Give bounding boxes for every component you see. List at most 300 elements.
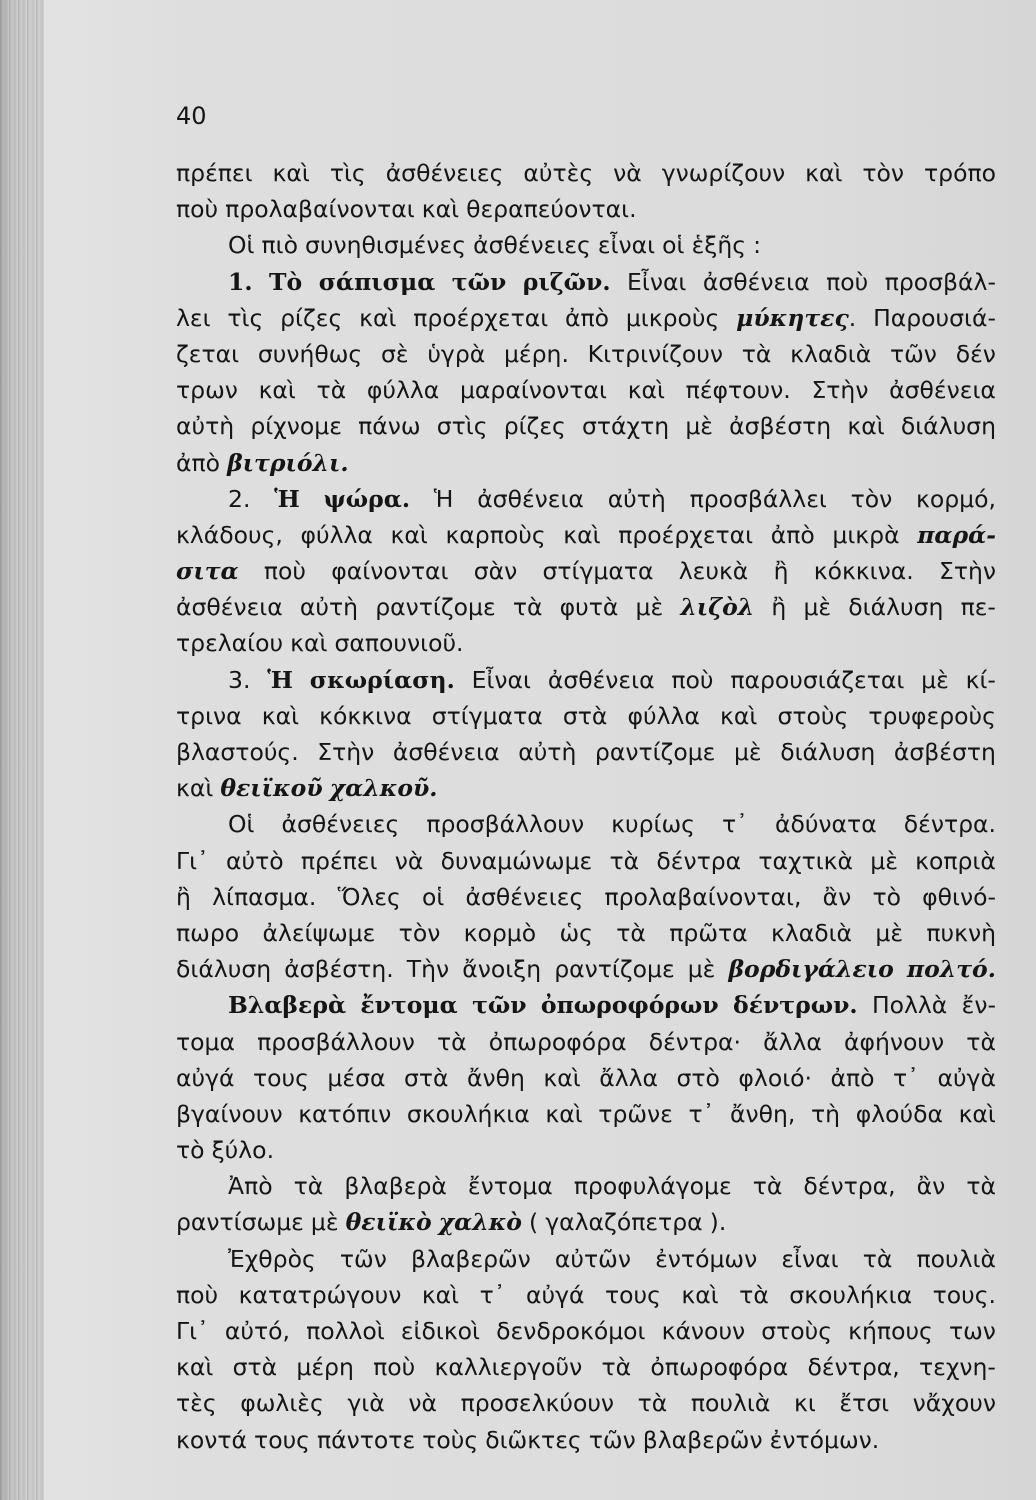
word: διάλυση — [848, 593, 944, 622]
word: τρινα — [176, 701, 242, 730]
word: ρίζες — [503, 412, 566, 441]
word: τὰ — [609, 846, 640, 875]
text-line — [176, 517, 996, 553]
word: ραντίσωμε — [176, 1208, 304, 1237]
word: τῶν — [451, 267, 507, 296]
word: 1. — [228, 267, 253, 296]
word: ὑγρὰ — [427, 339, 486, 368]
word: ποὺ — [826, 267, 869, 296]
word: τ᾿ — [688, 1099, 715, 1128]
text-line — [176, 1313, 996, 1349]
word: αὐτῶν — [554, 1244, 631, 1273]
word: Στὴν — [317, 738, 375, 766]
word: κάνουν — [661, 1317, 746, 1345]
word: τὸ — [872, 882, 901, 911]
word: βορδιγάλειο — [728, 955, 894, 984]
word: τὰ — [862, 1244, 893, 1273]
word: πωρο — [176, 918, 240, 947]
word: γιὰ — [347, 1389, 385, 1418]
word: αὐγὰ — [937, 1063, 996, 1092]
word: δέν — [955, 339, 996, 368]
word: κοντά — [176, 1425, 247, 1454]
word: συνήθως — [257, 339, 363, 368]
word: κόκκινα — [319, 701, 412, 730]
word: Ὅλες — [337, 882, 401, 911]
word: τρελαίου — [176, 629, 284, 658]
word: Ἐχθρὸς — [228, 1244, 316, 1273]
word: ἀσθένεια — [547, 665, 655, 694]
word: πουλιὰ — [916, 1244, 996, 1273]
word: ἢ — [176, 882, 191, 911]
text-line — [176, 1132, 996, 1168]
word: δέντρων. — [733, 991, 858, 1020]
word: Ἡ — [267, 665, 293, 694]
text-line — [176, 987, 996, 1023]
word: φλούδα — [855, 1099, 943, 1128]
word: τ᾿ — [479, 1280, 506, 1309]
word: μικρὰ — [832, 520, 900, 549]
word: μέσα — [327, 1063, 386, 1092]
word: καὶ — [258, 376, 296, 405]
word: τὰ — [316, 376, 347, 405]
word: ( — [529, 1208, 539, 1237]
word: δέντρα. — [903, 810, 996, 839]
word: καὶ — [543, 1063, 581, 1092]
word: τρων — [176, 376, 238, 405]
word: τὶς — [329, 159, 366, 187]
word: τους — [604, 1280, 661, 1309]
word: ὡς — [559, 918, 593, 947]
word: καὶ — [681, 1280, 719, 1309]
word: Οἱ — [228, 810, 255, 839]
word: τοὺς — [422, 1425, 479, 1454]
word: ἀλείψωμε — [262, 918, 376, 947]
word: δέντρα, — [807, 1353, 900, 1382]
word: προσβάλ- — [884, 267, 996, 296]
word: τὲς — [176, 1389, 217, 1418]
word: Στὴν — [811, 376, 869, 405]
word: ἀσβέστη. — [284, 955, 394, 984]
text-line — [176, 1204, 996, 1240]
word: ἄνθη, — [730, 1099, 796, 1128]
word: καὶ — [176, 774, 214, 803]
word: καὶ — [805, 159, 843, 187]
word: καὶ — [290, 629, 328, 658]
text-line — [176, 662, 996, 698]
word: στοὺς — [777, 701, 849, 730]
word: ποὺ — [176, 195, 219, 224]
word: δέντρα· — [648, 1027, 741, 1056]
word: τομα — [176, 1027, 235, 1056]
word: αὐτό, — [224, 1317, 290, 1345]
word: συνηθισμένες — [305, 231, 467, 260]
word: τὰ — [752, 1172, 783, 1201]
word: σαπουνιοῦ. — [334, 629, 464, 658]
word: Ἀπὸ — [228, 1172, 273, 1201]
word: ἑξῆς — [691, 231, 747, 260]
text-line — [176, 1168, 996, 1204]
word: πρέπει — [176, 159, 253, 187]
word: πε- — [960, 593, 996, 622]
word: καὶ — [627, 376, 665, 405]
word: φωλιὲς — [240, 1389, 324, 1418]
word: θειϊκοῦ — [220, 774, 323, 803]
word: ξύλο. — [211, 1136, 275, 1165]
word: ἢ — [771, 593, 787, 622]
word: διάλυση — [900, 412, 996, 441]
word: δέντρα, — [803, 1172, 896, 1201]
word: ἀσθένεια — [392, 738, 500, 766]
word: νὰ — [613, 159, 642, 187]
word: προσελκύουν — [460, 1389, 615, 1418]
word: ρίζες — [280, 303, 343, 332]
word: κοπριὰ — [915, 846, 996, 875]
word: θεραπεύονται. — [466, 195, 637, 224]
word: ἀσβέστη — [893, 738, 996, 766]
word: στὰ — [403, 1063, 449, 1092]
word: ἀσθένεια — [477, 484, 584, 513]
word: φύλλα — [300, 520, 373, 549]
word: κλάδους, — [176, 520, 283, 549]
word: στὰ — [562, 701, 608, 730]
word: μικροὺς — [625, 303, 720, 332]
page-number: 40 — [176, 102, 207, 130]
word: τῶν — [588, 1425, 636, 1454]
text-line — [176, 408, 996, 444]
text-line — [176, 481, 996, 517]
word: ἀφήνουν — [844, 1027, 945, 1056]
word: στοὺς — [761, 1317, 833, 1345]
word: ποὺ — [671, 665, 714, 694]
word: νἄχουν — [912, 1389, 996, 1418]
word: Ἡ — [433, 484, 454, 513]
word: τρυφεροὺς — [868, 701, 996, 730]
word: τὰ — [437, 1027, 467, 1056]
word: αὐτὴ — [607, 484, 666, 513]
word: χαλκοῦ. — [329, 774, 438, 803]
word: διῶκτες — [485, 1425, 582, 1454]
word: ἂν — [916, 1172, 946, 1201]
word: ἄλλα — [763, 1027, 822, 1056]
word: προέρχεται — [618, 520, 754, 549]
word: καὶ — [563, 520, 601, 549]
text-line — [176, 1277, 996, 1313]
word: ἄνοιξη — [462, 955, 542, 984]
word: βλαστούς. — [176, 738, 299, 766]
word: τὰ — [966, 1172, 996, 1201]
word: σκουλήκια — [406, 1099, 530, 1128]
word: πουλιὰ — [690, 1389, 771, 1418]
word: Εἶναι — [471, 665, 531, 694]
word: πρέπει — [300, 846, 378, 875]
word: καὶ — [421, 195, 460, 224]
word: μὲ — [685, 412, 713, 441]
word: πρῶτα — [669, 918, 748, 947]
word: αὐγά — [176, 1063, 235, 1092]
word: τεχνη- — [918, 1353, 996, 1382]
word: μὲ — [733, 738, 762, 766]
word: ὀπωροφόρα — [488, 1027, 627, 1056]
text-line — [176, 372, 996, 408]
word: αὐτὲς — [523, 159, 594, 187]
word: κορμὸ — [463, 918, 537, 947]
word: αὐτὴ — [299, 593, 359, 622]
word: ἀσθένειες — [465, 882, 584, 911]
word: κορμό, — [916, 484, 996, 513]
word: μέρη. — [503, 339, 569, 368]
text-line — [176, 1024, 996, 1060]
word: στὰ — [232, 1353, 278, 1382]
word: ἄλλα — [599, 1063, 658, 1092]
word: δενδροκόμοι — [496, 1317, 646, 1345]
word: τὸν — [862, 159, 905, 187]
word: ποὺ — [176, 1280, 219, 1309]
word: τῶν — [889, 339, 937, 368]
text-line — [176, 843, 996, 879]
word: μύκητες. — [736, 303, 857, 332]
text-line — [176, 227, 996, 263]
word: βλαβερῶν — [410, 1244, 531, 1273]
word: προλαβαίνονται — [225, 195, 415, 224]
word: εἶναι — [597, 231, 656, 260]
word: τὴ — [811, 1099, 841, 1128]
text-line — [176, 770, 996, 806]
book-spine-edge — [0, 0, 44, 1500]
word: πέφτουν. — [685, 376, 791, 405]
word: μὲ — [921, 665, 949, 694]
word: προλαβαίνονται, — [604, 882, 802, 911]
word: ἔν- — [961, 991, 996, 1020]
word: πάντοτε — [317, 1425, 416, 1454]
word: φθινό- — [922, 882, 996, 911]
word: ἔτσι — [839, 1389, 890, 1418]
word: πολτό. — [906, 955, 996, 984]
word: προσβάλλει — [689, 484, 827, 513]
word: 3. — [228, 665, 251, 694]
word: ἂν — [822, 882, 852, 911]
word: μὲ — [803, 593, 832, 622]
word: Ἡ — [274, 484, 300, 513]
word: των — [948, 1317, 996, 1345]
word: λίπασμα. — [212, 882, 317, 911]
text-line — [176, 698, 996, 734]
word: καὶ — [359, 303, 397, 332]
text-line — [176, 589, 996, 625]
word: μὲ — [870, 846, 898, 875]
word: στὸ — [676, 1063, 720, 1092]
word: φλοιό· — [738, 1063, 813, 1092]
word: ρίχνομε — [250, 412, 342, 441]
word: ἀπὸ — [176, 448, 221, 477]
word: τὰ — [739, 1280, 769, 1309]
text-line — [176, 445, 996, 481]
word: φαίνονται — [331, 557, 449, 586]
word: τ᾿ — [722, 810, 748, 839]
word: σὲ — [380, 339, 409, 368]
word: σιτα — [176, 557, 239, 586]
word: Κιτρινίζουν — [587, 339, 724, 368]
word: εἶναι — [781, 1244, 839, 1273]
word: χαλκὸ — [438, 1208, 522, 1237]
word: ριζῶν. — [522, 267, 611, 296]
text-line — [176, 191, 996, 227]
text-line — [176, 155, 996, 191]
word: διάλυση — [780, 738, 876, 766]
word: τὰ — [293, 1172, 324, 1201]
word: λει — [176, 303, 211, 332]
word: τῶν — [472, 991, 527, 1020]
word: ἔντομα — [360, 991, 458, 1020]
text-line — [176, 1241, 996, 1277]
word: ὀπωροφόρα — [650, 1353, 789, 1382]
word: κλαδιὰ — [790, 339, 872, 368]
word: καὶ — [847, 412, 885, 441]
word: : — [753, 231, 762, 260]
text-line — [176, 915, 996, 951]
word: παρά- — [917, 520, 996, 549]
word: Γι᾿ — [176, 846, 209, 875]
word: τῶν — [339, 1244, 387, 1273]
word: αὐτὸ — [226, 846, 284, 875]
word: ραντίζομε — [375, 593, 496, 622]
word: ἀσθένειες — [385, 159, 504, 187]
text-line — [176, 951, 996, 987]
word: παρουσιάζεται — [730, 665, 905, 694]
word: φύλλα — [627, 701, 700, 730]
word: αὐτὴ — [518, 738, 577, 766]
text-lines — [176, 155, 996, 1458]
text-line — [176, 264, 996, 300]
word: θειϊκὸ — [345, 1208, 432, 1237]
word: σὰν — [473, 557, 518, 586]
word: ψώρα. — [323, 484, 411, 513]
word: τ᾿ — [893, 1063, 919, 1092]
word: τὰ — [512, 593, 543, 622]
word: Οἱ — [228, 231, 255, 260]
word: βλαβερῶν — [642, 1425, 763, 1454]
word: βλαβερὰ — [344, 1172, 447, 1201]
word: ζεται — [176, 339, 240, 368]
word: τὶς — [227, 303, 264, 332]
word: πιὸ — [261, 231, 298, 260]
word: λιζὸλ — [680, 593, 755, 622]
word: ἀσθένεια — [176, 593, 283, 622]
word: κόκκινα. — [813, 557, 914, 586]
word: νὰ — [408, 1389, 437, 1418]
word: μὲ — [687, 955, 716, 984]
text-line — [176, 1385, 996, 1421]
text-line — [176, 625, 996, 661]
word: καὶ — [261, 701, 300, 730]
word: στίγματα — [431, 701, 543, 730]
word: τους. — [932, 1280, 996, 1309]
word: κατατρώγουν — [238, 1280, 402, 1309]
word: κι — [793, 1389, 816, 1418]
text-line — [176, 806, 996, 842]
word: ἀσθένειες — [281, 810, 400, 839]
word: ἀπὸ — [565, 303, 610, 332]
word: γνωρίζουν — [661, 159, 786, 187]
word: μὲ — [875, 918, 904, 947]
word: καὶ — [176, 1353, 214, 1382]
word: καὶ — [545, 1099, 583, 1128]
word: οἱ — [421, 882, 445, 911]
word: Τὴν — [406, 955, 450, 984]
word: δέντρα — [656, 846, 742, 875]
text-line — [176, 300, 996, 336]
word: πυκνὴ — [926, 918, 996, 947]
word: γαλαζόπετρα — [545, 1208, 703, 1237]
word: καλλιεργοῦν — [434, 1353, 583, 1382]
word: στίγματα — [542, 557, 654, 586]
word: αὐγά — [526, 1280, 585, 1309]
word: Εἶναι — [627, 267, 687, 296]
word: σκουλήκια — [789, 1280, 913, 1309]
word: τὰ — [741, 339, 772, 368]
word: τρόπο — [924, 159, 996, 187]
word: κυρίως — [611, 810, 695, 839]
word: μέρη — [296, 1353, 354, 1382]
word: τὸ — [176, 1136, 205, 1165]
word: τους — [253, 1063, 309, 1092]
word: καὶ — [421, 1280, 460, 1309]
word: ἀσβέστη — [729, 412, 832, 441]
word: τους — [254, 1425, 310, 1454]
word: σκωρίαση. — [309, 665, 455, 694]
word: φύλλα — [366, 376, 440, 405]
word: πάνω — [358, 412, 421, 441]
word: τὸν — [398, 918, 441, 947]
word: 2. — [228, 484, 251, 513]
text-line — [176, 336, 996, 372]
word: προέρχεται — [413, 303, 549, 332]
word: κήπους — [848, 1317, 933, 1345]
word: ἐντόμων — [655, 1244, 758, 1273]
word: ἔντομα — [467, 1172, 553, 1201]
word: Πολλὰ — [871, 991, 948, 1020]
word: δυναμώνωμε — [440, 846, 593, 875]
word: στάχτη — [582, 412, 670, 441]
word: ἢ — [773, 557, 789, 586]
word: ἀσθένεια — [889, 376, 996, 405]
word: καὶ — [390, 520, 428, 549]
word: κλαδιὰ — [770, 918, 853, 947]
word: μὲ — [310, 1208, 339, 1237]
word: προφυλάγομε — [573, 1172, 732, 1201]
word: ἀδύνατα — [774, 810, 877, 839]
word: Βλαβερὰ — [228, 991, 347, 1020]
word: προσβάλλουν — [426, 810, 585, 839]
text-line — [176, 734, 996, 770]
word: ραντίζομε — [594, 738, 716, 766]
word: κί- — [965, 665, 996, 694]
text-line — [176, 879, 996, 915]
word: τὰ — [616, 918, 646, 947]
word: ἀσθένειες — [473, 231, 591, 260]
text-line — [176, 1349, 996, 1385]
text-line — [176, 553, 996, 589]
word: ραντίζομε — [554, 955, 675, 984]
word: εἰδικοὶ — [400, 1317, 481, 1345]
word: ἄνθη — [467, 1063, 525, 1092]
word: τὰ — [637, 1389, 668, 1418]
word: οἱ — [662, 231, 685, 260]
word: φυτὰ — [559, 593, 619, 622]
word: μαραίνονται — [459, 376, 607, 405]
word: σάπισμα — [318, 267, 436, 296]
word: ἀπὸ — [770, 520, 815, 549]
word: τὰ — [601, 1353, 632, 1382]
